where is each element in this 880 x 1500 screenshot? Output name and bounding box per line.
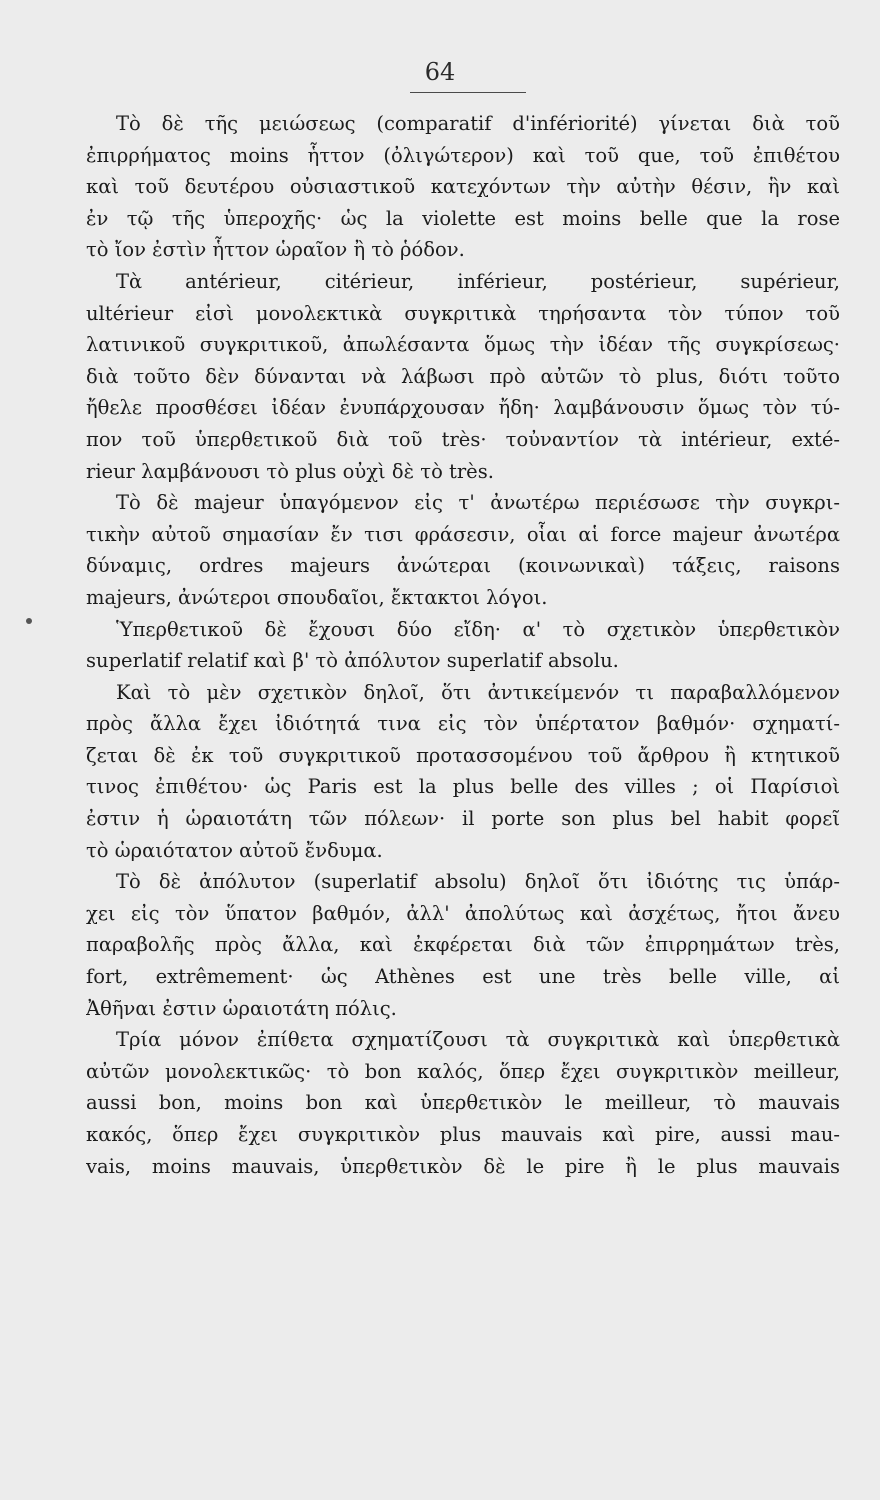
text-line: πον τοῦ ὑπερθετικοῦ διὰ τοῦ très· τοὐναντίον τὰ intérieur, exté- [86,427,840,451]
text-line: fort, extrêmement· ὡς Athènes est une très belle ville, αἱ [86,965,840,989]
text-line: Ἀθῆναι ἐστιν ὡραιοτάτη πόλις. [86,996,397,1020]
text-line: Τρία μόνον ἐπίθετα σχηματίζουσι τὰ συγκριτικὰ καὶ ὑπερθετικὰ [116,1028,840,1052]
text-line: δύναμις, ordres majeurs ἀνώτεραι (κοινωνικαὶ) τάξεις, raisons [86,554,840,578]
text-line: τὸ ὡραιότατον αὐτοῦ ἔνδυμα. [86,838,383,862]
text-line: rieur λαμβάνουσι τὸ plus οὐχὶ δὲ τὸ très. [86,459,494,483]
text-line: Τὰ antérieur, citérieur, inférieur, postérieur, supérieur, [116,269,840,293]
body-text [86,108,840,1182]
text-line: ἐστιν ἡ ὡραιοτάτη τῶν πόλεων· il porte son plus bel habit φορεῖ [86,807,840,831]
text-line: κακός, ὅπερ ἔχει συγκριτικὸν plus mauvais καὶ pire, aussi mau- [86,1123,840,1146]
page-number: 64 [424,58,456,86]
text-line: Τὸ δὲ majeur ὑπαγόμενον εἰς τ' ἀνωτέρω περιέσωσε τὴν συγκρι- [116,491,840,515]
text-line: διὰ τοῦτο δὲν δύνανται νὰ λάβωσι πρὸ αὐτῶν τὸ plus, διότι τοῦτο [86,364,840,388]
text-line: ἤθελε προσθέσει ἰδέαν ἐνυπάρχουσαν ἤδη· λαμβάνουσιν ὅμως τὸν τύ- [86,396,840,420]
text-line: Ὑπερθετικοῦ δὲ ἔχουσι δύο εἴδη· α' τὸ σχετικὸν ὑπερθετικὸν [116,617,840,641]
text-line: ultérieur εἰσὶ μονολεκτικὰ συγκριτικὰ τηρήσαντα τὸν τύπον τοῦ [86,301,840,325]
text-line: αὐτῶν μονολεκτικῶς· τὸ bon καλός, ὅπερ ἔχει συγκριτικὸν meilleur, [86,1059,840,1083]
text-line: παραβολῆς πρὸς ἄλλα, καὶ ἐκφέρεται διὰ τῶν ἐπιρρημάτων très, [86,933,840,957]
text-line: λατινικοῦ συγκριτικοῦ, ἀπωλέσαντα ὅμως τὴν ἰδέαν τῆς συγκρίσεως· [86,333,840,357]
text-line: Καὶ τὸ μὲν σχετικὸν δηλοῖ, ὅτι ἀντικείμενόν τι παραβαλλόμενον [116,680,840,704]
text-line: τικὴν αὐτοῦ σημασίαν ἔν τισι φράσεσιν, οἷαι αἱ force majeur ἀνωτέρα [86,522,840,546]
text-line: aussi bon, moins bon καὶ ὑπερθετικὸν le meilleur, τὸ mauvais [86,1091,840,1115]
margin-ink-dot [26,618,32,624]
text-line: καὶ τοῦ δευτέρου οὐσιαστικοῦ κατεχόντων τὴν αὐτὴν θέσιν, ἣν καὶ [86,175,840,199]
text-line: τινος ἐπιθέτου· ὡς Paris est la plus belle des villes ; οἱ Παρίσιοὶ [86,775,840,799]
text-line: τὸ ἴον ἐστὶν ἧττον ὡραῖον ἢ τὸ ῥόδον. [86,238,465,262]
text-line: Τὸ δὲ ἀπόλυτον (superlatif absolu) δηλοῖ ὅτι ἰδιότης τις ὑπάρ- [116,870,840,894]
text-line: πρὸς ἄλλα ἔχει ἰδιότητά τινα εἰς τὸν ὑπέρτατον βαθμόν· σχηματί- [86,712,840,736]
text-line: ζεται δὲ ἐκ τοῦ συγκριτικοῦ προτασσομένου τοῦ ἄρθρου ἢ κτητικοῦ [86,743,840,767]
page-number-rule [410,92,526,93]
text-line: superlatif relatif καὶ β' τὸ ἀπόλυτον superlatif absolu. [86,649,619,673]
text-line: χει εἰς τὸν ὕπατον βαθμόν, ἀλλ' ἀπολύτως καὶ ἀσχέτως, ἤτοι ἄνευ [86,901,840,925]
text-line: vais, moins mauvais, ὑπερθετικὸν δὲ le pire ἢ le plus mauvais [86,1154,840,1178]
text-line: ἐπιρρήματος moins ἧττον (ὀλιγώτερον) καὶ τοῦ que, τοῦ ἐπιθέτου [86,143,840,167]
text-line: Τὸ δὲ τῆς μειώσεως (comparatif d'infériorité) γίνεται διὰ τοῦ [116,112,840,135]
text-line: majeurs, ἀνώτεροι σπουδαῖοι, ἔκτακτοι λόγοι. [86,585,548,609]
text-line: ἐν τῷ τῆς ὑπεροχῆς· ὡς la violette est moins belle que la rose [86,206,840,230]
